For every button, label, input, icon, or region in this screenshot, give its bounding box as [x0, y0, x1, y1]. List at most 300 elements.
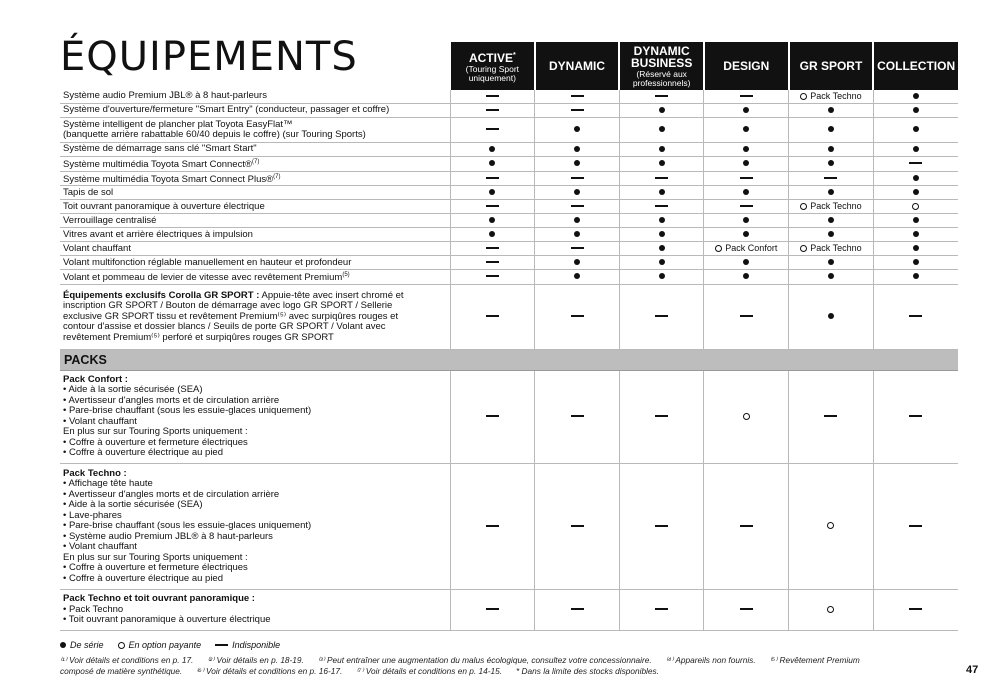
availability-cell: [789, 186, 874, 200]
availability-cell: [789, 256, 874, 270]
pack-line: • Pack Techno: [63, 603, 124, 615]
availability-cell: [873, 214, 958, 228]
trim-header-collection: COLLECTION: [873, 42, 958, 90]
availability-cell: [789, 242, 874, 256]
standard-dot-icon: [913, 217, 919, 223]
option-ring-icon: [827, 522, 834, 529]
pack-title: Pack Techno et toit ouvrant panoramique :: [63, 593, 255, 605]
equipment-label: [60, 118, 450, 143]
trim-header-active: ACTIVE* (Touring Sport uniquement): [450, 42, 535, 90]
unavailable-dash-icon: [740, 525, 753, 527]
availability-cell: [704, 104, 789, 118]
pack-line: En plus sur sur Touring Sports uniquement :: [63, 551, 248, 563]
table-row: [60, 256, 958, 270]
table-row: [60, 186, 958, 200]
availability-cell: [619, 104, 704, 118]
equipment-label: [60, 104, 450, 118]
unavailable-dash-icon: [486, 128, 499, 130]
pack-line: • Coffre à ouverture et fermeture électriques: [63, 436, 248, 448]
standard-dot-icon: [913, 273, 919, 279]
unavailable-dash-icon: [571, 205, 584, 207]
equipment-label: [60, 270, 450, 285]
availability-cell: [535, 90, 620, 104]
availability-cell: [789, 157, 874, 172]
availability-cell: [789, 143, 874, 157]
equipment-name: Système de démarrage sans clé "Smart Start": [63, 143, 257, 155]
availability-cell: [619, 242, 704, 256]
availability-cell: [619, 270, 704, 285]
standard-dot-icon: [574, 259, 580, 265]
unavailable-dash-icon: [486, 525, 499, 527]
availability-cell: [789, 104, 874, 118]
table-row: [60, 118, 958, 143]
unavailable-dash-icon: [486, 109, 499, 111]
footnotes: ⁽¹⁾ Voir détails et conditions en p. 17. ⁽²⁾ Voir détails en p. 18-19. ⁽³⁾ Peut entraîner une augmentation du malus écologique, consultez votre concessionnaire. ⁽⁴⁾ Appareils non fournis. ⁽⁵⁾ Revêtement Premium composé de matière synthétique. ⁽⁶⁾ Voir détails et conditions en p. 16-17. ⁽⁷⁾ Voir détails et conditions en p. 14-15. * Dans la limite des stocks disponibles.: [60, 655, 860, 676]
availability-cell: [535, 118, 620, 143]
availability-cell: [535, 171, 620, 186]
equipment-label: [60, 90, 450, 104]
equipment-name: Volant et pommeau de levier de vitesse avec revêtement Premium: [63, 272, 343, 284]
page-title: ÉQUIPEMENTS: [60, 34, 358, 80]
availability-cell: [704, 90, 789, 104]
availability-cell: [873, 200, 958, 214]
footnote-ref: (5): [342, 272, 350, 279]
table-row: [60, 143, 958, 157]
equipment-name: Tapis de sol: [63, 186, 114, 198]
standard-dot-icon: [574, 273, 580, 279]
pack-title: Pack Confort :: [63, 373, 128, 385]
equipment-label: [60, 200, 450, 214]
availability-cell: [704, 214, 789, 228]
availability-cell: [704, 284, 789, 349]
standard-dot-icon: [659, 217, 665, 223]
equipment-name: Toit ouvrant panoramique à ouverture électrique: [63, 200, 265, 212]
standard-dot-icon: [659, 273, 665, 279]
pack-row: [60, 370, 958, 463]
standard-dot-icon: [913, 93, 919, 99]
availability-cell: [873, 370, 958, 463]
pack-line: • Avertisseur d'angles morts et de circulation arrière: [63, 394, 280, 406]
pack-line: • Coffre à ouverture électrique au pied: [63, 572, 223, 584]
unavailable-dash-icon: [909, 608, 922, 610]
availability-cell: [535, 463, 620, 589]
standard-dot-icon: [659, 146, 665, 152]
standard-dot-icon: [828, 259, 834, 265]
availability-cell: [619, 200, 704, 214]
table-row: [60, 284, 958, 349]
pack-line: • Toit ouvrant panoramique à ouverture électrique: [63, 614, 271, 626]
availability-cell: [873, 157, 958, 172]
standard-dot-icon: [574, 146, 580, 152]
standard-dot-icon: [659, 245, 665, 251]
availability-cell: [619, 157, 704, 172]
equipment-table: [60, 42, 958, 631]
availability-cell: [873, 284, 958, 349]
unavailable-dash-icon: [486, 315, 499, 317]
availability-cell: [535, 157, 620, 172]
availability-cell: [873, 143, 958, 157]
footnote-ref: (7): [251, 159, 260, 165]
standard-dot-icon: [913, 146, 919, 152]
availability-cell: [789, 228, 874, 242]
availability-cell: [450, 171, 535, 186]
availability-cell: [619, 589, 704, 630]
pack-line: • Affichage tête haute: [63, 478, 153, 490]
standard-dot-icon: [574, 160, 580, 166]
standard-dot-icon: [913, 175, 919, 181]
availability-cell: [619, 370, 704, 463]
standard-dot-icon: [659, 126, 665, 132]
standard-dot-icon: [489, 160, 495, 166]
equipment-label: [60, 143, 450, 157]
exclusive-line: contour d'assise et dossier blancs / Seuils de porte GR SPORT / Volant avec: [63, 321, 386, 333]
unavailable-dash-icon: [655, 525, 668, 527]
equipment-name: Système intelligent de plancher plat Toyota EasyFlat™: [63, 118, 293, 130]
table-row: [60, 214, 958, 228]
availability-cell: [535, 242, 620, 256]
packs-heading: PACKS: [60, 349, 958, 370]
availability-cell: [704, 589, 789, 630]
equipment-label: [60, 157, 450, 172]
unavailable-dash-icon: [740, 205, 753, 207]
unavailable-dash-icon: [571, 415, 584, 417]
standard-dot-icon: [659, 107, 665, 113]
availability-cell: [450, 200, 535, 214]
equipment-label: [60, 242, 450, 256]
availability-cell: [450, 242, 535, 256]
pack-line: • Lave-phares: [63, 509, 122, 521]
unavailable-dash-icon: [486, 177, 499, 179]
availability-cell: [873, 242, 958, 256]
unavailable-dash-icon: [571, 95, 584, 97]
availability-cell: [619, 90, 704, 104]
unavailable-dash-icon: [486, 247, 499, 249]
availability-cell: [450, 214, 535, 228]
unavailable-dash-icon: [655, 205, 668, 207]
availability-cell: [789, 214, 874, 228]
standard-dot-icon: [489, 146, 495, 152]
unavailable-dash-icon: [655, 315, 668, 317]
footnote-ref: (7): [273, 173, 281, 180]
unavailable-dash-icon: [909, 525, 922, 527]
pack-line: • Avertisseur d'angles morts et de circulation arrière: [63, 488, 280, 500]
table-row: [60, 171, 958, 186]
equipment-label: [60, 186, 450, 200]
availability-cell: [704, 463, 789, 589]
availability-cell: [619, 256, 704, 270]
availability-cell: [619, 214, 704, 228]
section-heading-row: [60, 349, 958, 370]
availability-cell: [450, 256, 535, 270]
exclusive-line: Appuie-tête avec insert chromé et: [259, 289, 404, 301]
unavailable-dash-icon: [486, 415, 499, 417]
availability-cell: [450, 104, 535, 118]
availability-cell: [450, 463, 535, 589]
availability-cell: [873, 104, 958, 118]
pack-line: • Pare-brise chauffant (sous les essuie-glaces uniquement): [63, 405, 312, 417]
availability-cell: [450, 284, 535, 349]
standard-dot-icon: [743, 231, 749, 237]
availability-cell: [873, 228, 958, 242]
equipment-name: Système d'ouverture/fermeture "Smart Entry" (conducteur, passager et coffre): [63, 104, 390, 116]
availability-cell: [704, 270, 789, 285]
availability-cell: [704, 157, 789, 172]
equipment-name: Système audio Premium JBL® à 8 haut-parleurs: [63, 90, 267, 102]
exclusive-line: inscription GR SPORT / Bouton de démarrage avec logo GR SPORT / Sellerie: [63, 300, 393, 312]
availability-cell: [619, 143, 704, 157]
unavailable-dash-icon: [655, 608, 668, 610]
availability-cell: [450, 228, 535, 242]
standard-dot-icon: [828, 231, 834, 237]
standard-dot-icon: [743, 160, 749, 166]
availability-cell: [535, 186, 620, 200]
standard-dot-icon: [828, 217, 834, 223]
standard-dot-icon: [828, 273, 834, 279]
standard-dot-icon: [913, 245, 919, 251]
availability-cell: [535, 104, 620, 118]
unavailable-dash-icon: [909, 162, 922, 164]
standard-dot-icon: [574, 189, 580, 195]
table-row: [60, 157, 958, 172]
unavailable-dash-icon: [740, 177, 753, 179]
trim-header-dynamic: DYNAMIC: [535, 42, 620, 90]
standard-dot-icon: [743, 217, 749, 223]
exclusive-line: exclusive GR SPORT tissu et revêtement Premium⁽⁵⁾ avec surpiqûres rouges et: [63, 310, 399, 322]
standard-dot-icon: [489, 189, 495, 195]
standard-dot-icon: [828, 313, 834, 319]
unavailable-dash-icon: [571, 247, 584, 249]
unavailable-dash-icon: [486, 608, 499, 610]
availability-cell: [873, 90, 958, 104]
availability-cell: [535, 214, 620, 228]
option-pack-label: Pack Confort: [725, 243, 778, 254]
option-ring-icon: [912, 203, 919, 210]
standard-dot-icon: [828, 146, 834, 152]
availability-cell: [873, 171, 958, 186]
standard-dot-icon: [743, 259, 749, 265]
pack-line: En plus sur sur Touring Sports uniquement :: [63, 426, 248, 438]
availability-cell: [704, 171, 789, 186]
availability-cell: [535, 270, 620, 285]
availability-cell: [873, 118, 958, 143]
unavailable-dash-icon: [486, 205, 499, 207]
availability-cell: [789, 90, 874, 104]
standard-dot-icon: [743, 126, 749, 132]
equipment-label: [60, 228, 450, 242]
legend-unavailable: Indisponible: [215, 640, 280, 650]
pack-line: • Pare-brise chauffant (sous les essuie-glaces uniquement): [63, 520, 312, 532]
table-row: [60, 242, 958, 256]
unavailable-dash-icon: [909, 415, 922, 417]
availability-cell: [704, 118, 789, 143]
option-ring-icon: [800, 93, 807, 100]
availability-cell: [789, 589, 874, 630]
standard-dot-icon: [659, 259, 665, 265]
pack-row: [60, 463, 958, 589]
availability-cell: [535, 143, 620, 157]
pack-description: [60, 463, 450, 589]
unavailable-dash-icon: [655, 95, 668, 97]
availability-cell: [789, 171, 874, 186]
table-row: [60, 90, 958, 104]
option-ring-icon: [743, 413, 750, 420]
option-ring-icon: [827, 606, 834, 613]
equipment-label: [60, 171, 450, 186]
header-spacer: [60, 42, 450, 90]
availability-cell: [789, 270, 874, 285]
pack-line: • Coffre à ouverture et fermeture électriques: [63, 562, 248, 574]
availability-cell: [450, 143, 535, 157]
availability-cell: [873, 589, 958, 630]
availability-cell: [873, 270, 958, 285]
availability-cell: [535, 370, 620, 463]
availability-cell: [450, 157, 535, 172]
standard-dot-icon: [574, 126, 580, 132]
trim-header-dynamic-business: DYNAMIC BUSINESS (Réservé aux professionnels): [619, 42, 704, 90]
unavailable-dash-icon: [571, 608, 584, 610]
availability-cell: [873, 463, 958, 589]
availability-cell: [535, 589, 620, 630]
unavailable-dash-icon: [571, 177, 584, 179]
equipment-name-line2: (banquette arrière rabattable 60/40 depuis le coffre) (sur Touring Sports): [63, 129, 366, 140]
legend-standard: De série: [60, 640, 104, 650]
availability-cell: [789, 118, 874, 143]
unavailable-dash-icon: [486, 261, 499, 263]
equipment-name: Volant multifonction réglable manuellement en hauteur et profondeur: [63, 256, 352, 268]
unavailable-dash-icon: [909, 315, 922, 317]
standard-dot-icon: [828, 107, 834, 113]
option-pack-label: Pack Techno: [810, 201, 862, 212]
exclusive-equipment-label: [60, 284, 450, 349]
exclusive-line: revêtement Premium⁽⁵⁾ perforé et surpiqûres rouges GR SPORT: [63, 331, 334, 343]
standard-dot-icon: [489, 217, 495, 223]
availability-cell: [619, 228, 704, 242]
equipment-name: Volant chauffant: [63, 242, 131, 254]
standard-dot-icon: [743, 107, 749, 113]
unavailable-dash-icon: [655, 415, 668, 417]
standard-dot-icon: [913, 126, 919, 132]
table-row: [60, 228, 958, 242]
standard-dot-icon: [659, 189, 665, 195]
availability-cell: [450, 370, 535, 463]
availability-cell: [873, 186, 958, 200]
standard-dot-icon: [743, 189, 749, 195]
availability-cell: [619, 186, 704, 200]
table-row: [60, 270, 958, 285]
availability-cell: [704, 228, 789, 242]
equipment-label: [60, 214, 450, 228]
standard-dot-icon: [828, 189, 834, 195]
availability-cell: [450, 186, 535, 200]
trim-header-design: DESIGN: [704, 42, 789, 90]
legend: [60, 640, 280, 650]
standard-dot-icon: [828, 160, 834, 166]
trim-header-gr-sport: GR SPORT: [789, 42, 874, 90]
option-ring-icon: [800, 203, 807, 210]
pack-row: [60, 589, 958, 630]
unavailable-dash-icon: [486, 275, 499, 277]
equipment-label: [60, 256, 450, 270]
standard-dot-icon: [60, 642, 66, 648]
option-ring-icon: [715, 245, 722, 252]
standard-dot-icon: [659, 160, 665, 166]
option-pack-label: Pack Techno: [810, 90, 862, 101]
availability-cell: [619, 118, 704, 143]
unavailable-dash-icon: [824, 415, 837, 417]
option-ring-icon: [800, 245, 807, 252]
standard-dot-icon: [574, 217, 580, 223]
pack-line: • Système audio Premium JBL® à 8 haut-parleurs: [63, 530, 273, 542]
availability-cell: [535, 228, 620, 242]
unavailable-dash-icon: [486, 95, 499, 97]
page-number: 47: [966, 664, 979, 676]
unavailable-dash-icon: [571, 315, 584, 317]
pack-line: • Aide à la sortie sécurisée (SEA): [63, 499, 203, 511]
availability-cell: [704, 256, 789, 270]
unavailable-dash-icon: [740, 95, 753, 97]
standard-dot-icon: [913, 259, 919, 265]
pack-line: • Aide à la sortie sécurisée (SEA): [63, 384, 203, 396]
availability-cell: [619, 284, 704, 349]
standard-dot-icon: [574, 231, 580, 237]
option-pack-label: Pack Techno: [810, 243, 862, 254]
availability-cell: [535, 256, 620, 270]
availability-cell: [704, 200, 789, 214]
availability-cell: [450, 589, 535, 630]
pack-line: • Volant chauffant: [63, 541, 137, 553]
standard-dot-icon: [913, 231, 919, 237]
availability-cell: [704, 143, 789, 157]
exclusive-title: Équipements exclusifs Corolla GR SPORT :: [63, 289, 260, 301]
unavailable-dash-icon: [655, 177, 668, 179]
legend-option: En option payante: [118, 640, 202, 650]
pack-description: [60, 370, 450, 463]
availability-cell: [789, 370, 874, 463]
availability-cell: [789, 200, 874, 214]
equipment-name: Système multimédia Toyota Smart Connect Plus®: [63, 173, 274, 185]
unavailable-dash-icon: [571, 109, 584, 111]
standard-dot-icon: [659, 231, 665, 237]
unavailable-dash-icon: [740, 608, 753, 610]
unavailable-dash-icon: [824, 177, 837, 179]
unavailable-dash-icon: [571, 525, 584, 527]
unavailable-dash-icon: [215, 644, 228, 646]
availability-cell: [704, 242, 789, 256]
availability-cell: [873, 256, 958, 270]
availability-cell: [450, 90, 535, 104]
availability-cell: [619, 463, 704, 589]
unavailable-dash-icon: [740, 315, 753, 317]
availability-cell: [450, 270, 535, 285]
standard-dot-icon: [913, 107, 919, 113]
table-row: [60, 200, 958, 214]
availability-cell: [450, 118, 535, 143]
pack-title: Pack Techno :: [63, 467, 127, 479]
standard-dot-icon: [743, 273, 749, 279]
availability-cell: [704, 370, 789, 463]
availability-cell: [704, 186, 789, 200]
standard-dot-icon: [828, 126, 834, 132]
availability-cell: [619, 171, 704, 186]
pack-description: [60, 589, 450, 630]
standard-dot-icon: [743, 146, 749, 152]
equipment-name: Système multimédia Toyota Smart Connect®: [63, 159, 252, 171]
equipment-name: Vitres avant et arrière électriques à impulsion: [63, 228, 253, 240]
availability-cell: [789, 284, 874, 349]
pack-line: • Coffre à ouverture électrique au pied: [63, 447, 223, 459]
standard-dot-icon: [489, 231, 495, 237]
availability-cell: [789, 463, 874, 589]
